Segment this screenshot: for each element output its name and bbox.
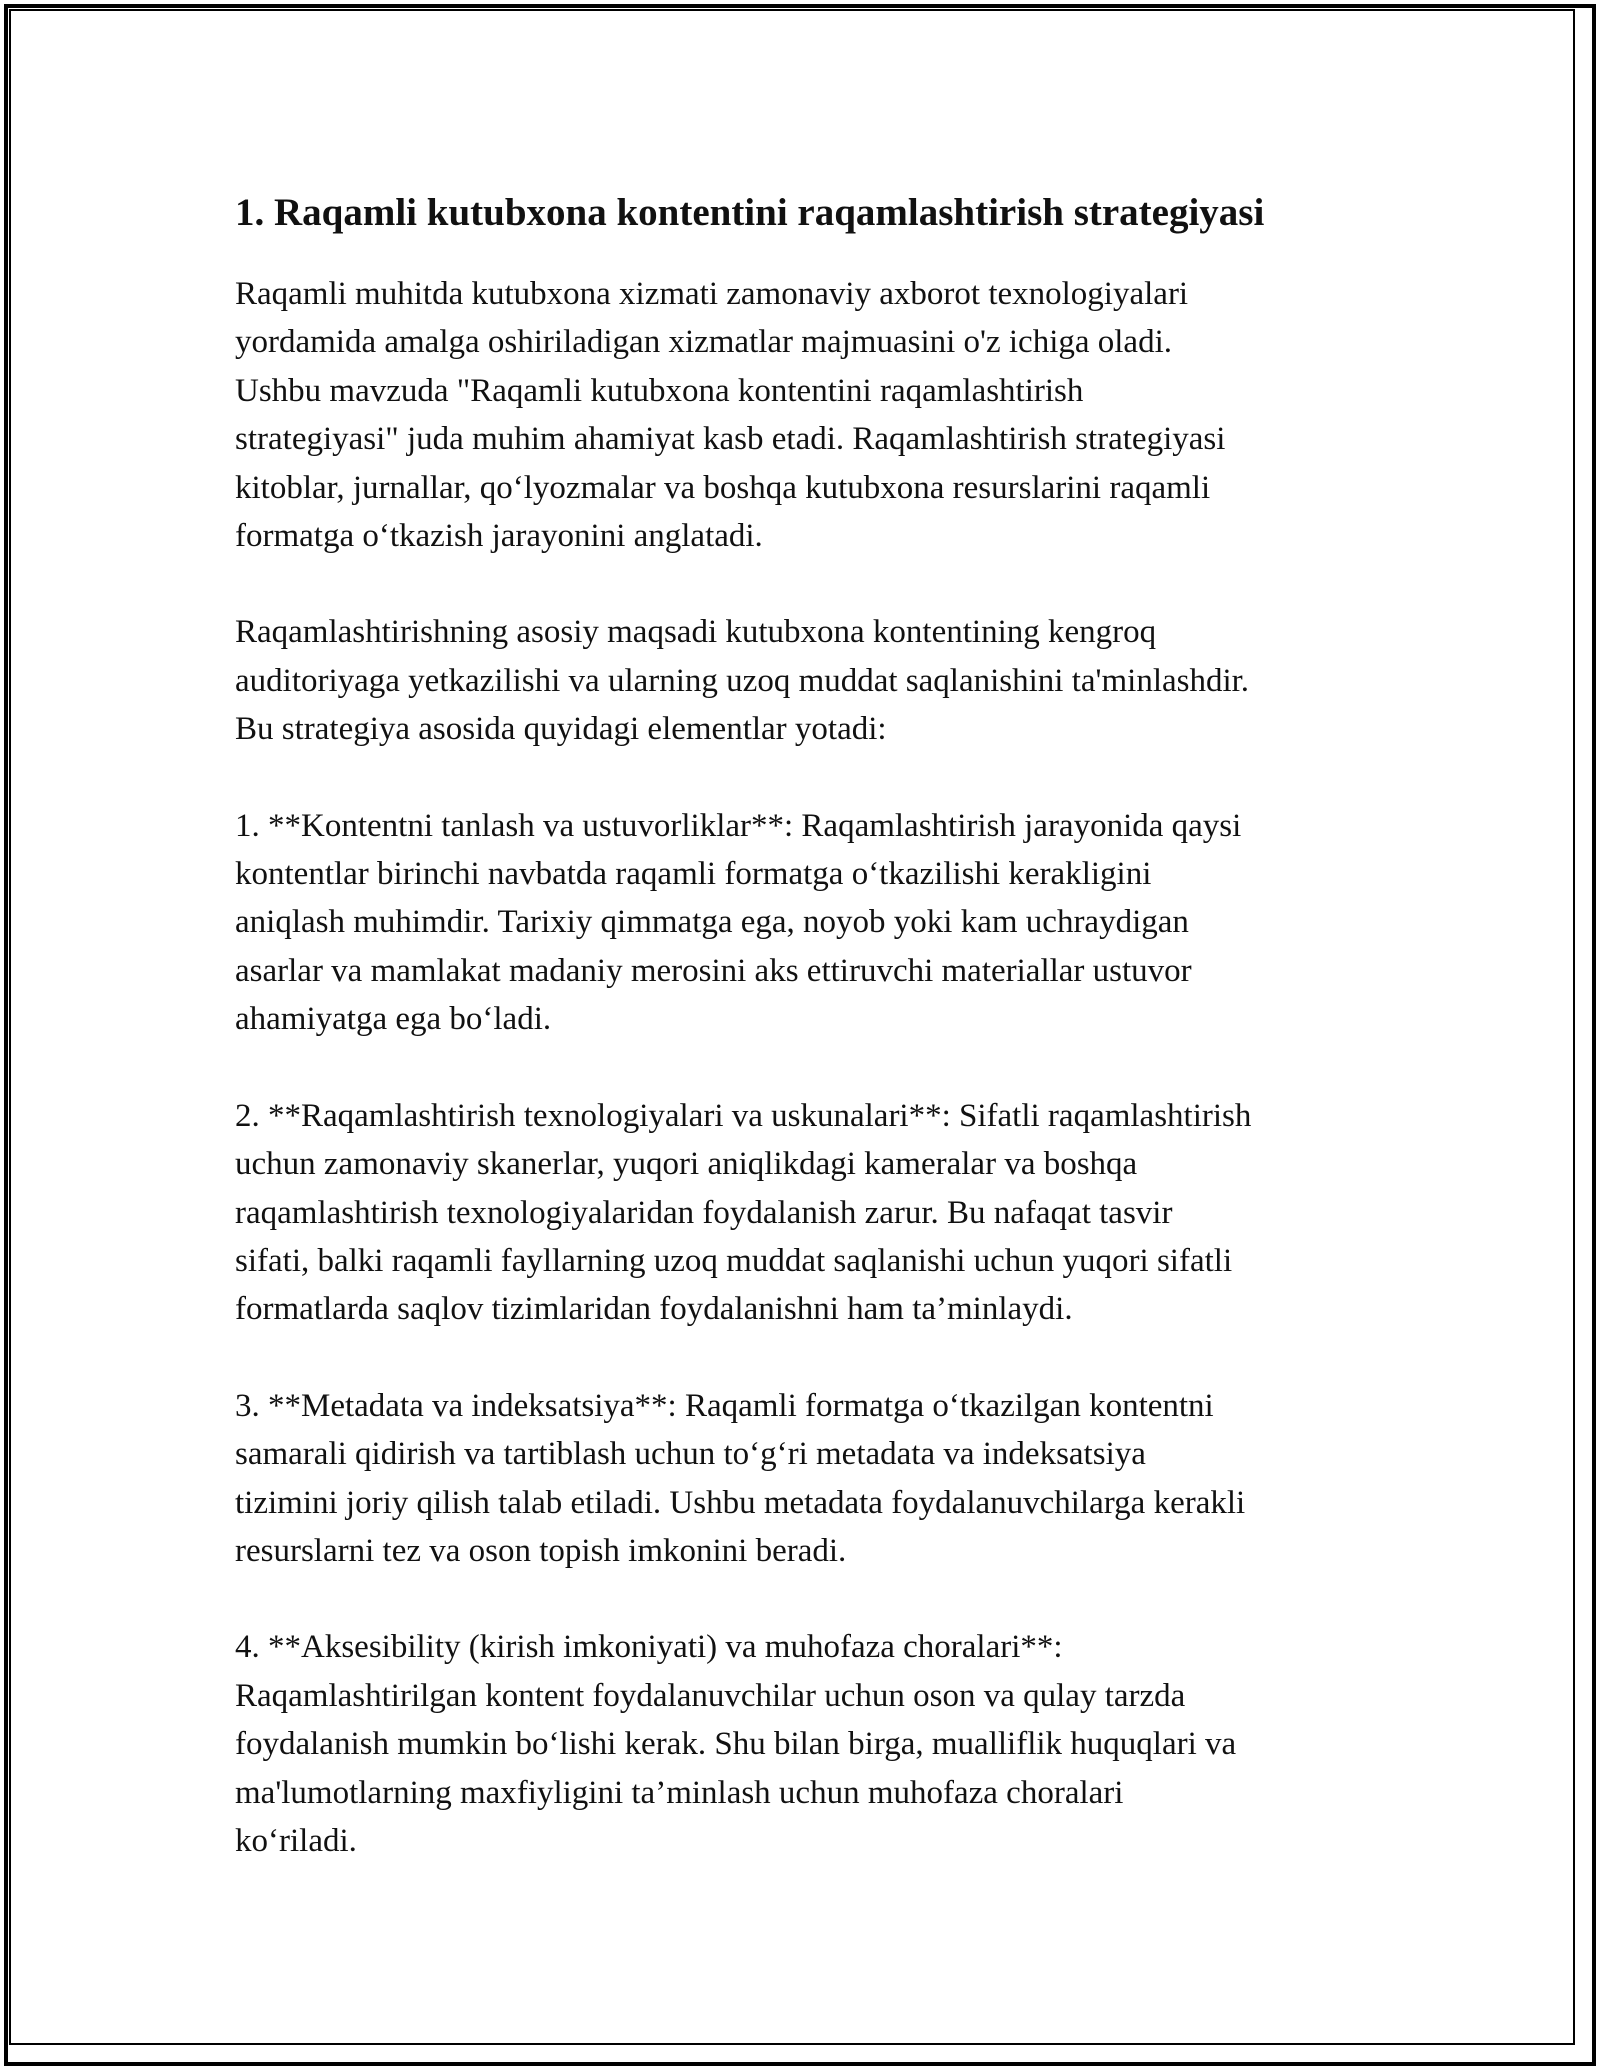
- document-body: [235, 186, 1375, 1865]
- paragraph-intro: [235, 270, 1375, 560]
- text-line: ahamiyatga ega boʻladi.: [235, 1001, 552, 1038]
- text-line: koʻriladi.: [235, 1822, 357, 1859]
- text-line: kontentlar birinchi navbatda raqamli formatga oʻtkazilishi kerakligini: [235, 856, 1152, 893]
- text-line: tizimini joriy qilish talab etiladi. Ushbu metadata foydalanuvchilarga kerakli: [235, 1484, 1246, 1521]
- text-line: Raqamli muhitda kutubxona xizmati zamonaviy axborot texnologiyalari: [235, 276, 1189, 312]
- text-line: 1. **Kontentni tanlash va ustuvorliklar**: Raqamlashtirish jarayonida qaysi: [235, 807, 1242, 844]
- text-line: Raqamlashtirilgan kontent foydalanuvchilar uchun oson va qulay tarzda: [235, 1677, 1186, 1714]
- text-line: aniqlash muhimdir. Tarixiy qimmatga ega, noyob yoki kam uchraydigan: [235, 904, 1189, 941]
- text-line: samarali qidirish va tartiblash uchun toʻgʻri metadata va indeksatsiya: [235, 1436, 1146, 1473]
- text-line: 3. **Metadata va indeksatsiya**: Raqamli formatga oʻtkazilgan kontentni: [235, 1387, 1214, 1424]
- list-item-technologies: [235, 1092, 1375, 1334]
- text-line: formatlarda saqlov tizimlaridan foydalanishni ham ta’minlaydi.: [235, 1291, 1073, 1328]
- text-line: foydalanish mumkin boʻlishi kerak. Shu bilan birga, mualliflik huquqlari va: [235, 1726, 1237, 1763]
- text-line: uchun zamonaviy skanerlar, yuqori aniqlikdagi kameralar va boshqa: [235, 1146, 1138, 1183]
- list-item-content-selection: [235, 802, 1375, 1044]
- text-line: Bu strategiya asosida quyidagi elementlar yotadi:: [235, 711, 887, 748]
- text-line: Raqamlashtirishning asosiy maqsadi kutubxona kontentining kengroq: [235, 614, 1157, 651]
- text-line: formatga oʻtkazish jarayonini anglatadi.: [235, 518, 763, 555]
- text-line: Ushbu mavzuda "Raqamli kutubxona kontentini raqamlashtirish: [235, 372, 1084, 409]
- text-line: ma'lumotlarning maxfiyligini ta’minlash uchun muhofaza choralari: [235, 1774, 1124, 1811]
- list-item-metadata: [235, 1382, 1375, 1576]
- paragraph-goal: [235, 608, 1375, 753]
- text-line: resurslarni tez va oson topish imkonini beradi.: [235, 1532, 847, 1569]
- text-line: sifati, balki raqamli fayllarning uzoq muddat saqlanishi uchun yuqori sifatli: [235, 1242, 1233, 1279]
- text-line: auditoriyaga yetkazilishi va ularning uzoq muddat saqlanishini ta'minlashdir.: [235, 662, 1250, 699]
- text-line: yordamida amalga oshiriladigan xizmatlar majmuasini o'z ichiga oladi.: [235, 324, 1172, 361]
- list-item-accessibility: [235, 1623, 1375, 1865]
- text-line: 2. **Raqamlashtirish texnologiyalari va uskunalari**: Sifatli raqamlashtirish: [235, 1097, 1252, 1134]
- text-line: kitoblar, jurnallar, qoʻlyozmalar va boshqa kutubxona resurslarini raqamli: [235, 469, 1211, 506]
- text-line: strategiyasi" juda muhim ahamiyat kasb etadi. Raqamlashtirish strategiyasi: [235, 421, 1226, 458]
- text-line: raqamlashtirish texnologiyalaridan foydalanish zarur. Bu nafaqat tasvir: [235, 1194, 1173, 1231]
- document-title: 1. Raqamli kutubxona kontentini raqamlashtirish strategiyasi: [235, 191, 1265, 234]
- text-line: asarlar va mamlakat madaniy merosini aks ettiruvchi materiallar ustuvor: [235, 952, 1192, 989]
- text-line: 4. **Aksesibility (kirish imkoniyati) va muhofaza choralari**:: [235, 1629, 1063, 1666]
